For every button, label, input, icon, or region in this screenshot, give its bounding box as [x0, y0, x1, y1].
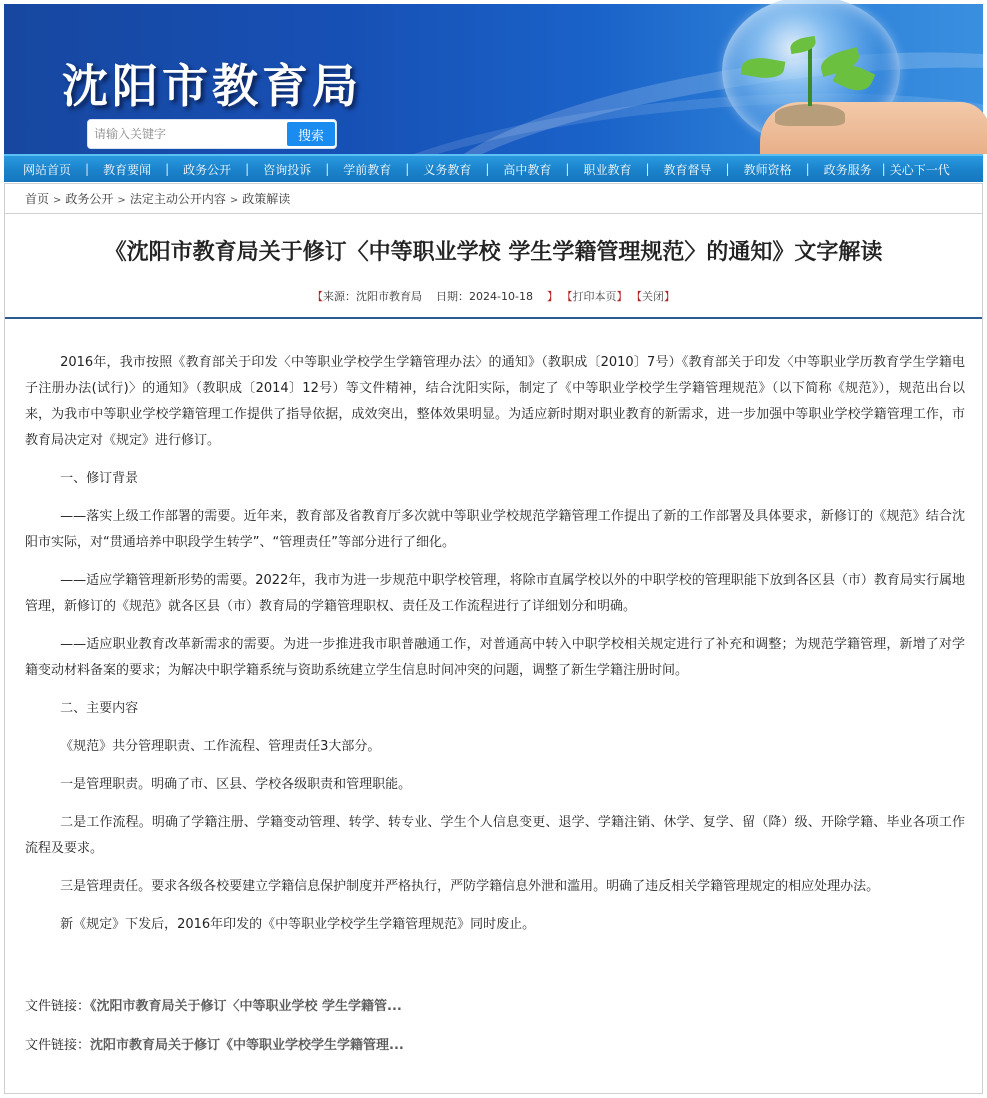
source-label: 来源：: [323, 290, 357, 303]
breadcrumb-separator: >: [229, 195, 239, 206]
nav-separator: |: [565, 162, 570, 176]
article-meta: 【来源：沈阳市教育局 日期：2024-10-18 】 【打印本页】 【关闭】: [312, 290, 675, 303]
breadcrumb-separator: >: [53, 195, 62, 206]
breadcrumb: [5, 183, 982, 214]
breadcrumb-statutory-content[interactable]: 法定主动公开内容: [129, 192, 226, 206]
paragraph-background-1: ——落实上级工作部署的需要。近年来，教育部及省教育厅多次就中等职业学校规范学籍管理工作提出了新的工作部署及具体要求，新修订的《规范》结合沈阳市实际，对“贯通培养中职段学生转学”、“管理责任”等部分进行了细化。: [25, 509, 965, 550]
main-nav: [4, 154, 983, 182]
nav-item-next-generation[interactable]: 关心下一代: [889, 162, 950, 177]
paragraph-background-3: ——适应职业教育改革新需求的需要。为进一步推进我市职普融通工作，对普通高中转入中职学校相关规定进行了补充和调整；为规范学籍管理，新增了对学籍变动材料备案的要求；为解决中职学籍系统与资助系统建立学生信息时间冲突的问题，调整了新生学籍注册时间。: [25, 637, 965, 678]
nav-item-services[interactable]: 政务服务: [823, 162, 872, 177]
nav-item-consult[interactable]: 咨询投诉: [263, 162, 312, 177]
nav-item-news[interactable]: 教育要闻: [103, 162, 152, 177]
search-button[interactable]: 搜索: [287, 122, 335, 146]
file-link-row: [25, 1034, 404, 1054]
nav-item-supervision[interactable]: 教育督导: [663, 162, 712, 177]
site-title: 沈阳市教育局: [62, 59, 362, 113]
nav-separator: |: [405, 162, 410, 176]
article-title: 《沈阳市教育局关于修订〈中等职业学校 学生学籍管理规范〉的通知》文字解读: [104, 240, 883, 265]
plant-illustration: [808, 44, 812, 106]
paragraph-intro: 2016年，我市按照《教育部关于印发〈中等职业学校学生学籍管理办法〉的通知》（教职成〔2010〕7号）《教育部关于印发〈中等职业学历教育学生学籍电子注册办法(试行)〉的通知》（教职成〔2014〕12号）等文件精神，结合沈阳实际，制定了《中等职业学校学生学籍管理规范》（以下简称《规范》），规范出台以来，为我市中等职业学校学籍管理工作提供了指导依据，成效突出，整体效果明显。为适应新时期对职业教育的新需求，进一步加强中等职业学校学籍管理工作，市教育局决定对《规定》进行修订。: [25, 355, 965, 448]
file-links: [25, 995, 404, 1073]
nav-item-gov-affairs[interactable]: 政务公开: [183, 162, 232, 177]
paragraph-closing: 新《规定》下发后，2016年印发的《中等职业学校学生学籍管理规范》同时废止。: [60, 917, 536, 932]
nav-separator: |: [165, 162, 170, 176]
date-value: 2024-10-18: [469, 290, 533, 303]
nav-separator: |: [485, 162, 490, 176]
paragraph-content-summary: 《规范》共分管理职责、工作流程、管理责任3大部分。: [60, 739, 381, 754]
nav-item-high-school[interactable]: 高中教育: [503, 162, 552, 177]
nav-separator: |: [325, 162, 330, 176]
paragraph-content-1: 一是管理职责。明确了市、区县、学校各级职责和管理职能。: [60, 777, 412, 792]
nav-item-preschool[interactable]: 学前教育: [343, 162, 392, 177]
nav-separator: |: [881, 162, 886, 176]
breadcrumb-policy-interpretation[interactable]: 政策解读: [242, 192, 291, 206]
file-link[interactable]: 《沈阳市教育局关于修订〈中等职业学校 学生学籍管...: [90, 999, 402, 1014]
file-link[interactable]: 沈阳市教育局关于修订《中等职业学校学生学籍管理...: [90, 1038, 404, 1053]
paragraph-content-2: 二是工作流程。明确了学籍注册、学籍变动管理、转学、转专业、学生个人信息变更、退学、学籍注销、休学、复学、留（降）级、开除学籍、毕业各项工作流程及要求。: [25, 815, 965, 856]
nav-item-compulsory[interactable]: 义务教育: [423, 162, 472, 177]
file-link-label: 文件链接：: [25, 999, 91, 1014]
breadcrumb-home[interactable]: 首页: [25, 192, 50, 206]
search-input[interactable]: [88, 120, 286, 148]
nav-separator: |: [85, 162, 90, 176]
nav-separator: |: [645, 162, 650, 176]
paragraph-background-2: ——适应学籍管理新形势的需要。2022年，我市为进一步规范中职学校管理，将除市直属学校以外的中职学校的管理职能下放到各区县（市）教育局实行属地管理，新修订的《规范》就各区县（市）教育局的学籍管理职权、责任及工作流程进行了详细划分和明确。: [25, 573, 965, 614]
paragraph-content-3: 三是管理责任。要求各级各校要建立学籍信息保护制度并严格执行，严防学籍信息外泄和滥用。明确了违反相关学籍管理规定的相应处理办法。: [60, 879, 880, 894]
breadcrumb-gov-affairs[interactable]: 政务公开: [65, 192, 114, 206]
nav-separator: |: [725, 162, 730, 176]
file-link-label: 文件链接：: [25, 1038, 91, 1053]
close-page-link[interactable]: 关闭: [641, 290, 664, 303]
article-body: [25, 350, 965, 950]
file-link-row: [25, 995, 404, 1015]
content-frame: [4, 183, 983, 1094]
nav-separator: |: [245, 162, 250, 176]
title-divider: [5, 317, 982, 319]
nav-separator: |: [805, 162, 810, 176]
source-value: 沈阳市教育局: [356, 290, 423, 303]
section-heading-content: 二、主要内容: [60, 701, 139, 716]
breadcrumb-separator: >: [117, 195, 126, 206]
nav-item-teacher-cert[interactable]: 教师资格: [743, 162, 792, 177]
soil-illustration: [775, 104, 845, 126]
print-page-link[interactable]: 打印本页: [572, 290, 617, 303]
section-heading-background: 一、修订背景: [60, 471, 139, 486]
nav-item-home[interactable]: 网站首页: [23, 162, 72, 177]
search-box: [87, 119, 337, 149]
nav-item-vocational[interactable]: 职业教育: [583, 162, 632, 177]
date-label: 日期：: [436, 290, 470, 303]
